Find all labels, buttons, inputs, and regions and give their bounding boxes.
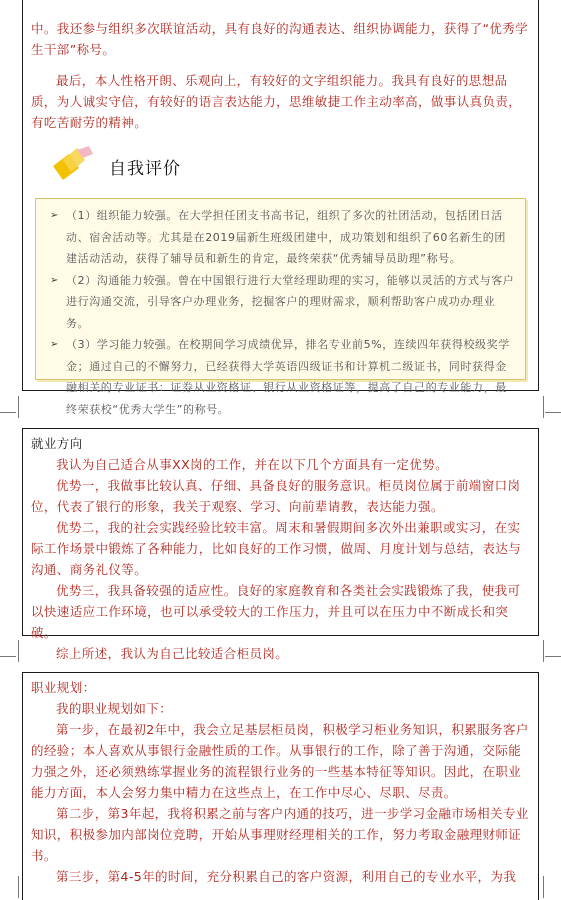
arrow-bullet-icon: ➢ — [50, 274, 59, 286]
paragraph-personality: 最后，本人性格开朗、乐观向上，有较好的文字组织能力。我具有良好的思想品质，为人诚实守信，有较好的语言表达能力，思维敏捷工作主动率高，做事认真负责，有吃苦耐劳的精神。 — [31, 73, 522, 130]
paragraph: 第三步，第4-5年的时间，充分积累自己的客户资源，利用自己的专业水平，为我 — [56, 869, 517, 884]
crop-mark — [18, 640, 19, 662]
crop-mark — [545, 656, 561, 657]
page3-body — [31, 677, 530, 887]
document-page-3 — [22, 672, 539, 900]
list-item: ➢ （1）组织能力较强。在大学担任团支书高书记，组织了多次的社团活动，包括团日活动、宿舍活动等。尤其是在2019届新生班级团建中，成功策划和组织了60名新生的团建活动活动，获得了辅导员和新生的肯定，最终荣获“优秀辅导员助理”称号。 — [50, 205, 515, 270]
paragraph-continued: 中。我还参与组织多次联谊活动，具有良好的沟通表达、组织协调能力，获得了“优秀学生干部”称号。 — [31, 21, 529, 57]
paragraph: 优势三，我具备较强的适应性。良好的家庭教育和各类社会实践锻炼了我，使我可以快速适应工作环境，也可以承受较大的工作压力，并且可以在压力中不断成长和突破。 — [31, 583, 521, 640]
crop-mark — [545, 412, 561, 413]
paragraph: 优势二，我的社会实践经验比较丰富。周末和暑假期间多次外出兼职或实习，在实际工作场景中锻炼了各种能力，比如良好的工作习惯，做周、月度计划与总结，表达与沟通、商务礼仪等。 — [31, 520, 522, 577]
crop-mark — [0, 412, 16, 413]
crop-mark — [18, 876, 19, 898]
arrow-bullet-icon: ➢ — [50, 339, 59, 350]
paragraph: 第二步，第3年起，我将积累之前与客户内通的技巧，进一步学习金融市场相关专业知识，积极参加内部岗位竞聘，开始从事理财经理相关的工作，努力考取金融理财师证书。 — [31, 806, 529, 863]
diamond-decoration-icon — [49, 144, 97, 184]
section-title: 自我评价 — [109, 159, 181, 179]
crop-mark — [543, 396, 544, 418]
page2-body — [31, 433, 530, 664]
paragraph: 我认为自己适合从事XX岗的工作，并在以下几个方面具有一定优势。 — [56, 457, 449, 472]
document-page-1 — [22, 0, 539, 416]
page1-body — [31, 18, 530, 133]
section-heading-career-plan: 职业规划： — [31, 680, 96, 695]
self-evaluation-box — [35, 198, 526, 416]
document-page-2 — [22, 428, 539, 661]
paragraph: 我的职业规划如下： — [56, 701, 173, 716]
paragraph: 优势一，我做事比较认真、仔细、具备良好的服务意识。柜员岗位属于前端窗口岗位，代表了银行的形象，我关于观察、学习、向前辈请教，表达能力强。 — [31, 478, 521, 514]
self-evaluation-header — [49, 140, 349, 184]
crop-mark — [543, 876, 544, 898]
crop-mark — [18, 396, 19, 418]
list-item: ➢ （2）沟通能力较强。曾在中国银行进行大堂经理助理的实习，能够以灵活的方式与客户进行沟通交流，引导客户办理业务，挖掘客户的理财需求，顺利帮助客户成功办理业务。 — [50, 270, 515, 335]
section-heading-career-direction: 就业方向 — [31, 436, 83, 451]
crop-mark — [0, 656, 16, 657]
paragraph: 第一步，在最初2年中，我会立足基层柜员岗，积极学习柜业务知识，积累服务客户的经验；本人喜欢从事银行金融性质的工作。从事银行的工作，除了善于沟通，交际能力强之外，还必须熟练掌握业务的流程银行业务的一些基本特征等知识。因此，在职业能力方面，本人会努力集中精力在这些点上，在工作中尽心、尽职、尽责。 — [31, 722, 529, 800]
list-item: ➢ （3）学习能力较强。在校期间学习成绩优异，排名专业前5%，连续四年获得校级奖学金；通过自己的不懈努力，已经获得大学英语四级证书和计算机二级证书，同时获得金融相关的专业证书：证券从业资格证、银行从业资格证等，提高了自己的专业能力，最终荣获校“优秀大学生”的称号。 — [50, 334, 515, 420]
arrow-bullet-icon: ➢ — [50, 210, 59, 221]
crop-mark — [543, 640, 544, 662]
evaluation-list — [36, 199, 525, 420]
paragraph: 综上所述，我认为自己比较适合柜员岗。 — [56, 646, 289, 661]
